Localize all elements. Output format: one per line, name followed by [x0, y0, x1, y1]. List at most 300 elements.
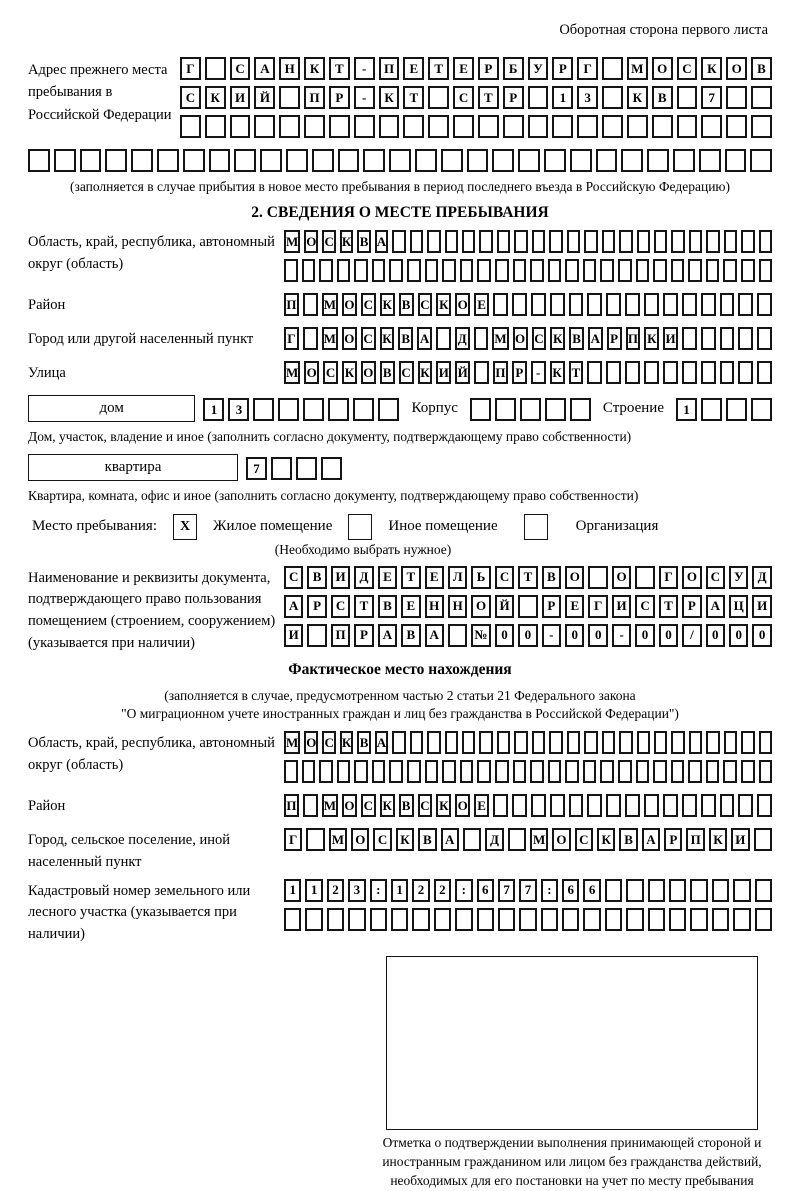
char-cell[interactable]: А — [375, 731, 388, 754]
char-cell[interactable] — [618, 760, 632, 783]
char-cell[interactable] — [354, 115, 375, 138]
char-cell[interactable]: Е — [474, 794, 489, 817]
char-cell[interactable] — [725, 149, 747, 172]
char-cell[interactable] — [584, 731, 597, 754]
char-cell[interactable]: Ь — [471, 566, 490, 589]
char-cell[interactable] — [514, 731, 527, 754]
char-cell[interactable]: С — [331, 595, 350, 618]
char-cell[interactable] — [462, 230, 475, 253]
char-cell[interactable]: М — [322, 327, 338, 350]
char-cell[interactable]: О — [565, 566, 584, 589]
char-cell[interactable]: Р — [607, 327, 622, 350]
char-cell[interactable] — [741, 760, 755, 783]
char-cell[interactable] — [671, 731, 684, 754]
char-cell[interactable] — [427, 731, 440, 754]
char-cell[interactable] — [425, 259, 439, 282]
char-cell[interactable] — [453, 115, 474, 138]
char-cell[interactable] — [278, 398, 299, 421]
char-cell[interactable] — [303, 794, 318, 817]
char-cell[interactable]: Й — [495, 595, 514, 618]
char-cell[interactable]: Н — [448, 595, 467, 618]
char-cell[interactable] — [738, 293, 753, 316]
char-cell[interactable]: О — [726, 57, 747, 80]
char-cell[interactable] — [741, 731, 754, 754]
char-cell[interactable]: М — [284, 230, 300, 253]
char-cell[interactable]: П — [379, 57, 400, 80]
char-cell[interactable]: 0 — [659, 624, 678, 647]
char-cell[interactable] — [706, 760, 720, 783]
char-cell[interactable] — [372, 760, 386, 783]
char-cell[interactable] — [605, 908, 622, 931]
char-cell[interactable] — [648, 879, 665, 902]
char-cell[interactable]: В — [542, 566, 561, 589]
char-cell[interactable]: С — [399, 361, 414, 384]
char-cell[interactable]: Е — [401, 595, 420, 618]
char-cell[interactable] — [606, 293, 621, 316]
char-cell[interactable]: К — [436, 794, 451, 817]
checkbox-organizatsiya[interactable] — [524, 514, 548, 540]
char-cell[interactable]: О — [513, 327, 528, 350]
char-cell[interactable] — [254, 115, 275, 138]
char-cell[interactable] — [550, 794, 565, 817]
char-cell[interactable] — [448, 624, 467, 647]
char-cell[interactable] — [303, 327, 318, 350]
char-cell[interactable] — [757, 794, 772, 817]
char-cell[interactable]: С — [706, 566, 725, 589]
char-cell[interactable] — [513, 760, 527, 783]
char-cell[interactable] — [327, 908, 344, 931]
char-cell[interactable] — [445, 230, 458, 253]
char-cell[interactable]: Н — [279, 57, 300, 80]
char-cell[interactable] — [157, 149, 179, 172]
char-cell[interactable]: О — [304, 731, 318, 754]
char-cell[interactable]: А — [588, 327, 603, 350]
char-cell[interactable]: И — [230, 86, 251, 109]
char-cell[interactable]: И — [284, 624, 303, 647]
char-cell[interactable] — [512, 794, 527, 817]
char-cell[interactable] — [701, 794, 716, 817]
char-cell[interactable]: С — [361, 327, 376, 350]
char-cell[interactable] — [565, 259, 579, 282]
char-cell[interactable] — [583, 908, 600, 931]
char-cell[interactable] — [428, 86, 449, 109]
char-cell[interactable] — [321, 457, 342, 480]
char-cell[interactable]: К — [205, 86, 226, 109]
char-cell[interactable] — [304, 115, 325, 138]
char-cell[interactable] — [425, 760, 439, 783]
char-cell[interactable] — [751, 86, 772, 109]
char-cell[interactable] — [477, 760, 491, 783]
char-cell[interactable]: Т — [428, 57, 449, 80]
char-cell[interactable]: 3 — [228, 398, 249, 421]
char-cell[interactable]: И — [752, 595, 771, 618]
char-cell[interactable]: 0 — [518, 624, 537, 647]
char-cell[interactable] — [701, 327, 716, 350]
char-cell[interactable] — [569, 293, 584, 316]
char-cell[interactable] — [626, 908, 643, 931]
char-cell[interactable] — [410, 230, 423, 253]
char-cell[interactable] — [653, 760, 667, 783]
char-cell[interactable] — [636, 259, 650, 282]
char-cell[interactable] — [567, 230, 580, 253]
char-cell[interactable]: 0 — [752, 624, 771, 647]
char-cell[interactable]: : — [541, 879, 558, 902]
char-cell[interactable] — [621, 149, 643, 172]
char-cell[interactable] — [497, 230, 510, 253]
char-cell[interactable]: М — [284, 731, 300, 754]
char-cell[interactable] — [570, 149, 592, 172]
char-cell[interactable]: И — [663, 327, 678, 350]
char-cell[interactable]: Т — [518, 566, 537, 589]
char-cell[interactable]: П — [493, 361, 508, 384]
char-cell[interactable]: С — [575, 828, 593, 851]
char-cell[interactable] — [637, 230, 650, 253]
char-cell[interactable] — [372, 259, 386, 282]
char-cell[interactable] — [392, 731, 405, 754]
char-cell[interactable] — [460, 259, 474, 282]
char-cell[interactable] — [605, 879, 622, 902]
char-cell[interactable] — [733, 879, 750, 902]
char-cell[interactable]: - — [531, 361, 546, 384]
char-cell[interactable] — [284, 908, 301, 931]
char-cell[interactable] — [389, 149, 411, 172]
char-cell[interactable]: Ц — [729, 595, 748, 618]
char-cell[interactable] — [477, 908, 494, 931]
char-cell[interactable] — [587, 293, 602, 316]
char-cell[interactable] — [518, 149, 540, 172]
char-cell[interactable] — [677, 86, 698, 109]
char-cell[interactable] — [602, 57, 623, 80]
char-cell[interactable] — [363, 149, 385, 172]
char-cell[interactable] — [682, 293, 697, 316]
char-cell[interactable]: В — [401, 624, 420, 647]
char-cell[interactable]: К — [342, 361, 357, 384]
char-cell[interactable]: А — [378, 624, 397, 647]
char-cell[interactable]: Т — [478, 86, 499, 109]
char-cell[interactable] — [519, 908, 536, 931]
char-cell[interactable]: И — [436, 361, 451, 384]
char-cell[interactable]: С — [322, 731, 335, 754]
char-cell[interactable]: К — [396, 828, 414, 851]
char-cell[interactable] — [303, 293, 318, 316]
char-cell[interactable] — [637, 731, 650, 754]
char-cell[interactable]: В — [399, 293, 414, 316]
char-cell[interactable]: И — [731, 828, 749, 851]
char-cell[interactable] — [654, 731, 667, 754]
char-cell[interactable] — [495, 259, 509, 282]
char-cell[interactable] — [635, 566, 654, 589]
char-cell[interactable] — [726, 398, 747, 421]
char-cell[interactable] — [514, 230, 527, 253]
char-cell[interactable] — [587, 794, 602, 817]
char-cell[interactable] — [209, 149, 231, 172]
char-cell[interactable]: Т — [403, 86, 424, 109]
char-cell[interactable] — [671, 259, 685, 282]
char-cell[interactable]: К — [701, 57, 722, 80]
char-cell[interactable] — [279, 86, 300, 109]
char-cell[interactable]: № — [471, 624, 490, 647]
char-cell[interactable] — [602, 230, 615, 253]
char-cell[interactable]: У — [528, 57, 549, 80]
char-cell[interactable]: 6 — [477, 879, 494, 902]
char-cell[interactable]: У — [729, 566, 748, 589]
char-cell[interactable]: Р — [552, 57, 573, 80]
char-cell[interactable]: А — [425, 624, 444, 647]
char-cell[interactable] — [180, 115, 201, 138]
char-cell[interactable] — [234, 149, 256, 172]
char-cell[interactable] — [493, 794, 508, 817]
char-cell[interactable] — [493, 293, 508, 316]
char-cell[interactable]: Р — [503, 86, 524, 109]
char-cell[interactable] — [688, 259, 702, 282]
char-cell[interactable] — [303, 398, 324, 421]
char-cell[interactable] — [567, 731, 580, 754]
char-cell[interactable] — [403, 115, 424, 138]
char-cell[interactable]: 1 — [203, 398, 224, 421]
char-cell[interactable] — [757, 327, 772, 350]
char-cell[interactable] — [379, 115, 400, 138]
char-cell[interactable] — [625, 794, 640, 817]
char-cell[interactable] — [720, 293, 735, 316]
char-cell[interactable]: А — [375, 230, 388, 253]
char-cell[interactable] — [492, 149, 514, 172]
char-cell[interactable] — [312, 149, 334, 172]
char-cell[interactable] — [302, 760, 316, 783]
char-cell[interactable]: А — [706, 595, 725, 618]
char-cell[interactable] — [701, 115, 722, 138]
char-cell[interactable] — [530, 760, 544, 783]
char-cell[interactable] — [723, 259, 737, 282]
char-cell[interactable] — [701, 398, 722, 421]
char-cell[interactable]: - — [354, 86, 375, 109]
char-cell[interactable]: 7 — [498, 879, 515, 902]
char-cell[interactable]: 0 — [635, 624, 654, 647]
char-cell[interactable]: В — [569, 327, 584, 350]
char-cell[interactable] — [720, 794, 735, 817]
char-cell[interactable] — [724, 731, 737, 754]
char-cell[interactable]: В — [399, 794, 414, 817]
char-cell[interactable]: О — [361, 361, 376, 384]
char-cell[interactable] — [706, 259, 720, 282]
char-cell[interactable] — [644, 293, 659, 316]
char-cell[interactable]: И — [612, 595, 631, 618]
char-cell[interactable] — [455, 908, 472, 931]
char-cell[interactable] — [619, 731, 632, 754]
char-cell[interactable]: К — [418, 361, 433, 384]
char-cell[interactable]: П — [284, 293, 299, 316]
char-cell[interactable]: С — [373, 828, 391, 851]
char-cell[interactable] — [720, 361, 735, 384]
char-cell[interactable] — [600, 259, 614, 282]
char-cell[interactable]: О — [304, 361, 319, 384]
char-cell[interactable] — [751, 115, 772, 138]
char-cell[interactable] — [577, 115, 598, 138]
char-cell[interactable] — [647, 149, 669, 172]
char-cell[interactable]: А — [284, 595, 303, 618]
char-cell[interactable] — [80, 149, 102, 172]
char-cell[interactable] — [669, 908, 686, 931]
char-cell[interactable] — [720, 327, 735, 350]
char-cell[interactable]: А — [254, 57, 275, 80]
char-cell[interactable] — [677, 115, 698, 138]
char-cell[interactable] — [302, 259, 316, 282]
char-cell[interactable]: Т — [354, 595, 373, 618]
char-cell[interactable]: 0 — [706, 624, 725, 647]
char-cell[interactable] — [757, 293, 772, 316]
char-cell[interactable]: 3 — [348, 879, 365, 902]
char-cell[interactable] — [442, 760, 456, 783]
char-cell[interactable]: 2 — [327, 879, 344, 902]
char-cell[interactable]: Н — [425, 595, 444, 618]
char-cell[interactable]: Г — [577, 57, 598, 80]
char-cell[interactable]: К — [380, 794, 395, 817]
char-cell[interactable]: 1 — [284, 879, 301, 902]
char-cell[interactable] — [606, 361, 621, 384]
char-cell[interactable]: 7 — [246, 457, 267, 480]
char-cell[interactable] — [596, 149, 618, 172]
char-cell[interactable]: В — [619, 828, 637, 851]
char-cell[interactable]: 0 — [495, 624, 514, 647]
char-cell[interactable]: Д — [752, 566, 771, 589]
char-cell[interactable] — [328, 398, 349, 421]
char-cell[interactable] — [653, 259, 667, 282]
char-cell[interactable] — [701, 361, 716, 384]
char-cell[interactable]: Д — [455, 327, 470, 350]
char-cell[interactable]: Е — [453, 57, 474, 80]
char-cell[interactable]: 0 — [729, 624, 748, 647]
char-cell[interactable] — [319, 760, 333, 783]
char-cell[interactable] — [54, 149, 76, 172]
char-cell[interactable] — [378, 398, 399, 421]
char-cell[interactable]: С — [418, 794, 433, 817]
char-cell[interactable] — [470, 398, 491, 421]
char-cell[interactable]: 7 — [701, 86, 722, 109]
char-cell[interactable] — [625, 293, 640, 316]
char-cell[interactable] — [570, 398, 591, 421]
char-cell[interactable]: 6 — [562, 879, 579, 902]
char-cell[interactable] — [644, 794, 659, 817]
char-cell[interactable]: Т — [401, 566, 420, 589]
char-cell[interactable]: Л — [448, 566, 467, 589]
char-cell[interactable] — [618, 259, 632, 282]
char-cell[interactable]: В — [307, 566, 326, 589]
char-cell[interactable] — [337, 760, 351, 783]
char-cell[interactable] — [606, 794, 621, 817]
char-cell[interactable] — [131, 149, 153, 172]
char-cell[interactable] — [673, 149, 695, 172]
char-cell[interactable] — [415, 149, 437, 172]
char-cell[interactable]: П — [304, 86, 325, 109]
char-cell[interactable] — [663, 361, 678, 384]
char-cell[interactable]: - — [612, 624, 631, 647]
char-cell[interactable] — [474, 327, 489, 350]
char-cell[interactable] — [663, 794, 678, 817]
char-cell[interactable] — [706, 731, 719, 754]
char-cell[interactable]: О — [682, 566, 701, 589]
char-cell[interactable] — [689, 731, 702, 754]
char-cell[interactable]: К — [550, 361, 565, 384]
char-cell[interactable]: Е — [474, 293, 489, 316]
char-cell[interactable]: В — [418, 828, 436, 851]
char-cell[interactable]: С — [677, 57, 698, 80]
char-cell[interactable] — [391, 908, 408, 931]
char-cell[interactable] — [682, 327, 697, 350]
char-cell[interactable] — [671, 760, 685, 783]
char-cell[interactable]: Р — [478, 57, 499, 80]
char-cell[interactable]: - — [354, 57, 375, 80]
char-cell[interactable]: А — [441, 828, 459, 851]
char-cell[interactable]: : — [370, 879, 387, 902]
char-cell[interactable]: 2 — [412, 879, 429, 902]
char-cell[interactable]: С — [323, 361, 338, 384]
char-cell[interactable] — [548, 760, 562, 783]
char-cell[interactable]: К — [550, 327, 565, 350]
char-cell[interactable]: С — [230, 57, 251, 80]
char-cell[interactable]: Т — [659, 595, 678, 618]
char-cell[interactable] — [625, 361, 640, 384]
char-cell[interactable] — [532, 731, 545, 754]
char-cell[interactable] — [754, 828, 772, 851]
char-cell[interactable]: О — [455, 293, 470, 316]
char-cell[interactable] — [652, 115, 673, 138]
char-cell[interactable] — [751, 398, 772, 421]
char-cell[interactable] — [445, 731, 458, 754]
char-cell[interactable] — [410, 731, 423, 754]
char-cell[interactable]: К — [627, 86, 648, 109]
char-cell[interactable]: С — [361, 794, 376, 817]
char-cell[interactable]: С — [284, 566, 303, 589]
char-cell[interactable] — [755, 908, 772, 931]
char-cell[interactable] — [706, 230, 719, 253]
char-cell[interactable] — [701, 293, 716, 316]
char-cell[interactable] — [759, 731, 772, 754]
char-cell[interactable] — [583, 760, 597, 783]
char-cell[interactable]: К — [340, 230, 353, 253]
char-cell[interactable]: К — [379, 86, 400, 109]
char-cell[interactable]: Р — [354, 624, 373, 647]
char-cell[interactable]: Й — [455, 361, 470, 384]
char-cell[interactable]: М — [492, 327, 508, 350]
char-cell[interactable] — [552, 115, 573, 138]
char-cell[interactable] — [750, 149, 772, 172]
char-cell[interactable]: Б — [503, 57, 524, 80]
char-cell[interactable]: 1 — [305, 879, 322, 902]
char-cell[interactable]: Д — [354, 566, 373, 589]
char-cell[interactable] — [602, 86, 623, 109]
char-cell[interactable] — [279, 115, 300, 138]
char-cell[interactable] — [688, 760, 702, 783]
char-cell[interactable]: 0 — [565, 624, 584, 647]
char-cell[interactable]: Е — [378, 566, 397, 589]
char-cell[interactable]: Т — [329, 57, 350, 80]
char-cell[interactable] — [389, 760, 403, 783]
char-cell[interactable]: С — [180, 86, 201, 109]
char-cell[interactable] — [669, 879, 686, 902]
char-cell[interactable] — [648, 908, 665, 931]
char-cell[interactable]: В — [380, 361, 395, 384]
char-cell[interactable] — [531, 293, 546, 316]
char-cell[interactable] — [755, 879, 772, 902]
char-cell[interactable] — [503, 115, 524, 138]
checkbox-inoe[interactable] — [348, 514, 372, 540]
char-cell[interactable]: К — [436, 293, 451, 316]
char-cell[interactable]: Т — [569, 361, 584, 384]
char-cell[interactable] — [548, 259, 562, 282]
char-cell[interactable] — [467, 149, 489, 172]
char-cell[interactable]: О — [612, 566, 631, 589]
char-cell[interactable]: 1 — [676, 398, 697, 421]
char-cell[interactable] — [562, 908, 579, 931]
